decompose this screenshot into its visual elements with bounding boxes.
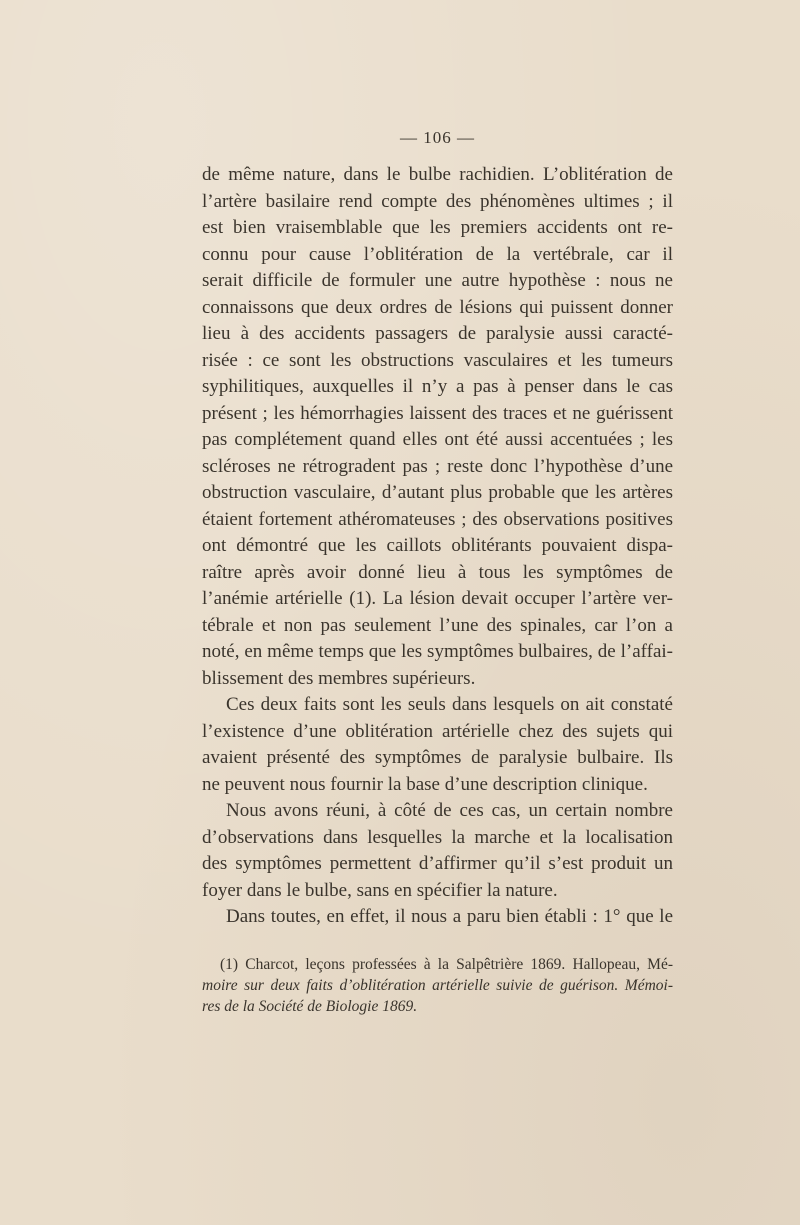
body-line: l’anémie artérielle (1). La lésion devait occuper l’artère ver- bbox=[202, 588, 673, 609]
body-line: raître après avoir donné lieu à tous les symptômes de bbox=[202, 561, 673, 583]
body-line: pas complétement quand elles ont été aussi accentuées ; les bbox=[202, 429, 673, 450]
footnote bbox=[202, 954, 673, 1017]
body-line: l’artère basilaire rend compte des phénomènes ultimes ; il bbox=[202, 190, 673, 212]
body-line: connu pour cause l’oblitération de la vertébrale, car il bbox=[202, 243, 673, 265]
footnote-line: res de la Société de Biologie 1869. bbox=[202, 997, 418, 1015]
body-line: Ces deux faits sont les seuls dans lesquels on ait constaté bbox=[226, 694, 673, 715]
body-line: lieu à des accidents passagers de paralysie aussi caracté- bbox=[202, 323, 673, 344]
body-line: des symptômes permettent d’affirmer qu’il s’est produit un bbox=[202, 853, 673, 874]
body-line: ne peuvent nous fournir la base d’une description clinique. bbox=[202, 773, 648, 795]
body-line: connaissons que deux ordres de lésions qui puissent donner bbox=[202, 296, 673, 318]
body-line: blissement des membres supérieurs. bbox=[202, 667, 476, 689]
body-line: tébrale et non pas seulement l’une des spinales, car l’on a bbox=[202, 614, 673, 636]
body-line: scléroses ne rétrogradent pas ; reste donc l’hypothèse d’une bbox=[202, 455, 673, 477]
body-line: présent ; les hémorrhagies laissent des traces et ne guérissent bbox=[202, 402, 673, 424]
body-line: noté, en même temps que les symptômes bulbaires, de l’affai- bbox=[202, 641, 673, 662]
body-line: risée : ce sont les obstructions vasculaires et les tumeurs bbox=[202, 349, 673, 371]
body-line: serait difficile de formuler une autre hypothèse : nous ne bbox=[202, 270, 673, 291]
page-number: — 106 — bbox=[400, 128, 475, 147]
body-line: Nous avons réuni, à côté de ces cas, un certain nombre bbox=[226, 800, 673, 821]
text-block bbox=[202, 128, 673, 1017]
body-line: avaient présenté des symptômes de paralysie bulbaire. Ils bbox=[202, 747, 673, 768]
body-line: syphilitiques, auxquelles il n’y a pas à penser dans le cas bbox=[202, 376, 673, 397]
body-line: ont démontré que les caillots oblitérants pouvaient dispa- bbox=[202, 535, 673, 556]
body-line: de même nature, dans le bulbe rachidien. L’oblitération de bbox=[202, 164, 673, 185]
body-line: étaient fortement athéromateuses ; des observations positives bbox=[202, 508, 673, 530]
body-line: obstruction vasculaire, d’autant plus probable que les artères bbox=[202, 482, 673, 503]
footnote-line: (1) Charcot, leçons professées à la Salpêtrière 1869. Hallopeau, Mé- bbox=[220, 955, 673, 973]
body-line: est bien vraisemblable que les premiers accidents ont re- bbox=[202, 217, 673, 238]
body-line: l’existence d’une oblitération artérielle chez des sujets qui bbox=[202, 720, 673, 742]
body-line: d’observations dans lesquelles la marche et la localisation bbox=[202, 826, 673, 848]
footnote-line: moire sur deux faits d’oblitération artérielle suivie de guérison. Mémoi- bbox=[202, 976, 673, 994]
body-line: Dans toutes, en effet, il nous a paru bien établi : 1° que le bbox=[226, 906, 673, 927]
body-text bbox=[202, 162, 673, 931]
body-line: foyer dans le bulbe, sans en spécifier la nature. bbox=[202, 879, 558, 901]
